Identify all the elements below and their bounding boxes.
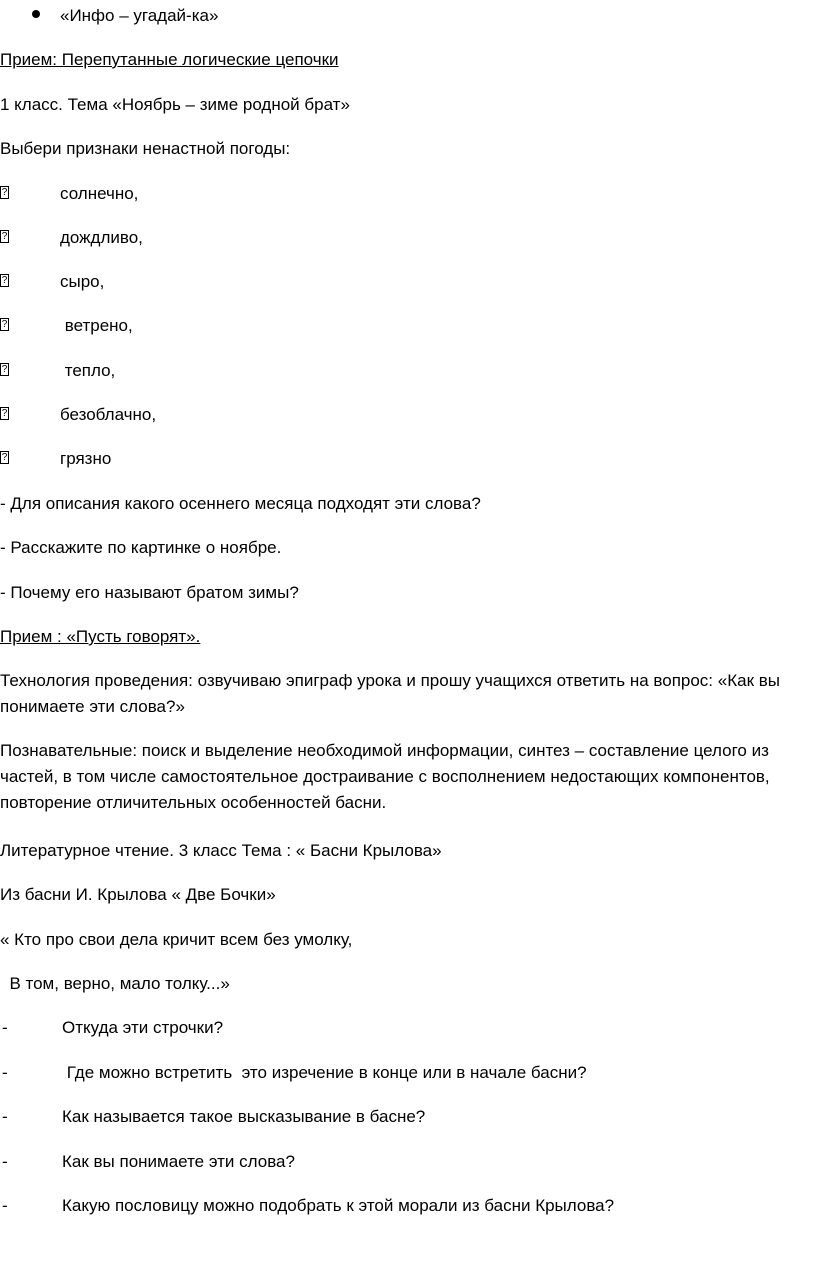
dash-marker: - (2, 1018, 8, 1037)
question-text: Как вы понимаете эти слова? (62, 1152, 295, 1171)
question-text: - Почему его называют братом зимы? (0, 583, 299, 602)
option-text: солнечно, (60, 184, 139, 203)
question-text: - Для описания какого осеннего месяца подходят эти слова? (0, 494, 481, 513)
dash-marker: - (2, 1196, 8, 1215)
cognitive-paragraph: Познавательные: поиск и выделение необходимой информации, синтез – составление целого из частей, в том числе самостоятельное достраивание с восполнением недостающих компонентов, повторение отличительных особенностей басни. (0, 741, 770, 812)
bullet-dot-icon (32, 10, 40, 18)
fable-source: Из басни И. Крылова « Две Бочки» (0, 885, 276, 904)
missing-glyph-icon: ? (1, 187, 8, 198)
option-text: сыро, (60, 272, 105, 291)
dash-marker: - (2, 1063, 8, 1082)
task-text: Выбери признаки ненастной погоды: (0, 139, 291, 158)
technology-paragraph: Технология проведения: озвучиваю эпиграф урока и прошу учащихся ответить на вопрос: «Как вы понимаете эти слова?» (0, 671, 780, 716)
question-text: Какую пословицу можно подобрать к этой морали из басни Крылова? (62, 1196, 615, 1215)
technique-heading-2: Прием : «Пусть говорят». (0, 627, 201, 646)
question-text: - Расскажите по картинке о ноябре. (0, 538, 282, 557)
missing-glyph-icon: ? (1, 319, 8, 330)
quote-line-2: В том, верно, мало толку...» (0, 974, 230, 993)
quote-line-1: « Кто про свои дела кричит всем без умолку, (0, 930, 353, 949)
lesson-topic: Литературное чтение. 3 класс Тема : « Басни Крылова» (0, 841, 442, 860)
section-title: «Инфо – угадай-ка» (60, 6, 219, 25)
question-text: Откуда эти строчки? (62, 1018, 224, 1037)
missing-glyph-icon: ? (1, 275, 8, 286)
technique-heading-1: Прием: Перепутанные логические цепочки (0, 50, 339, 69)
missing-glyph-icon: ? (1, 364, 8, 375)
option-text: тепло, (60, 361, 116, 380)
option-text: ветрено, (60, 316, 133, 335)
option-text: безоблачно, (60, 405, 157, 424)
grade-topic: 1 класс. Тема «Ноябрь – зиме родной брат» (0, 95, 350, 114)
option-text: грязно (60, 449, 112, 468)
dash-marker: - (2, 1107, 8, 1126)
missing-glyph-icon: ? (1, 452, 8, 463)
question-text: Как называется такое высказывание в басне? (62, 1107, 426, 1126)
dash-marker: - (2, 1152, 8, 1171)
missing-glyph-icon: ? (1, 231, 8, 242)
missing-glyph-icon: ? (1, 408, 8, 419)
question-text: Где можно встретить это изречение в конце или в начале басни? (62, 1063, 587, 1082)
option-text: дождливо, (60, 228, 143, 247)
